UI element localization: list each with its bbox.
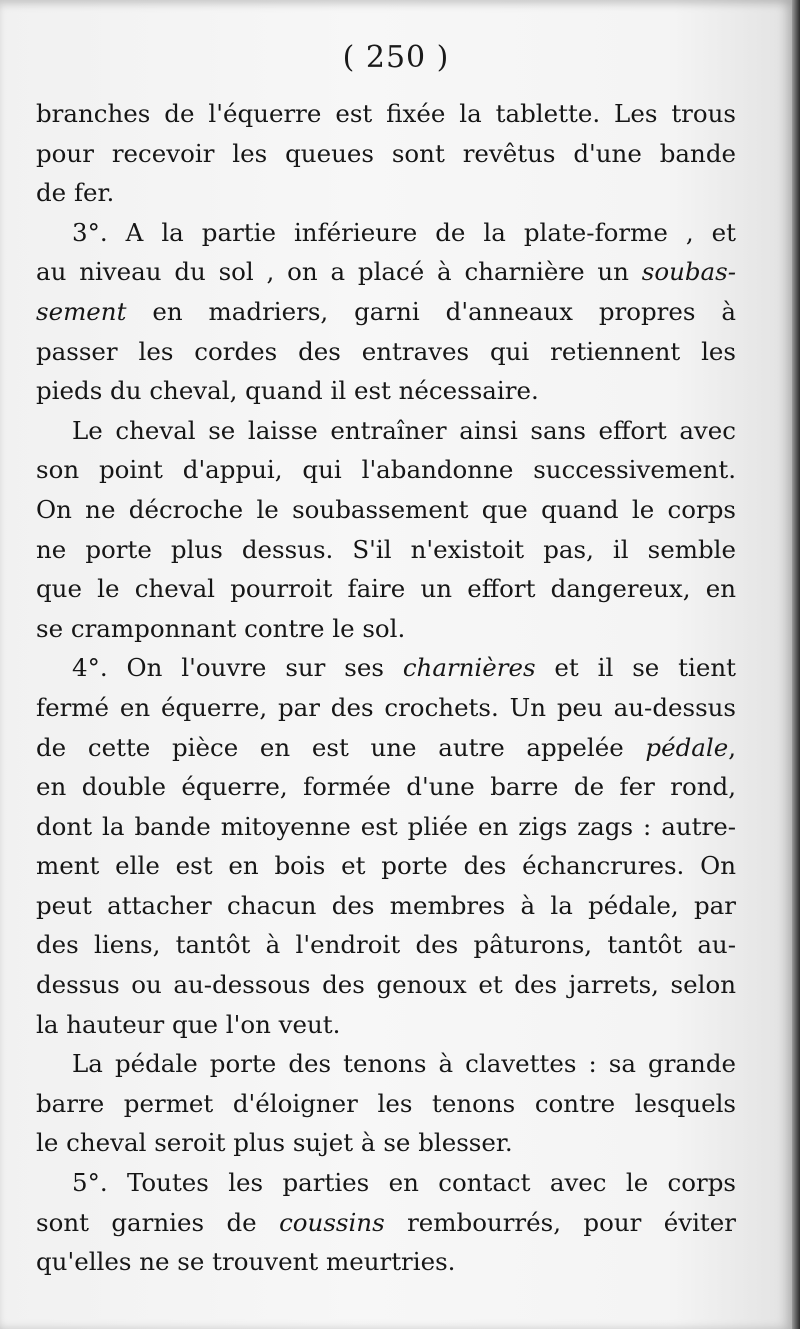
text-line — [36, 1242, 736, 1282]
text-segment: et il se tient — [535, 653, 736, 683]
text-line — [36, 1163, 736, 1203]
text-line — [36, 252, 736, 292]
text-segment: au niveau du sol , on a placé à charnière un — [36, 257, 642, 287]
text-segment: La pédale porte des tenons à clavettes : sa grande — [72, 1049, 736, 1079]
text-segment: dessus ou au-dessous des genoux et des jarrets, selon — [36, 970, 736, 1000]
text-segment: de cette pièce en est une autre appelée — [36, 732, 646, 762]
text-line — [36, 530, 736, 570]
text-line — [36, 569, 736, 609]
text-segment: de fer. — [36, 178, 115, 208]
text-segment: Le cheval se laisse entraîner ainsi sans effort avec — [72, 415, 736, 445]
text-line — [36, 846, 736, 886]
text-line — [36, 925, 736, 965]
text-segment: fermé en équerre, par des crochets. Un peu au-dessus — [36, 692, 736, 722]
text-segment: rembourrés, pour éviter — [384, 1207, 736, 1237]
italic-text-segment: pédale — [645, 732, 729, 762]
text-line — [36, 173, 736, 213]
text-line — [36, 1005, 736, 1045]
text-segment: en madriers, garni d'anneaux propres à — [126, 296, 736, 326]
text-segment: passer les cordes des entraves qui retiennent les — [36, 336, 736, 366]
text-line — [36, 134, 736, 174]
italic-text-segment: coussins — [279, 1207, 385, 1237]
text-segment: dont la bande mitoyenne est pliée en zigs zags : autre- — [36, 811, 736, 841]
text-line — [36, 648, 736, 688]
text-segment: en double équerre, formée d'une barre de fer rond, — [36, 772, 736, 802]
text-line — [36, 728, 736, 768]
text-line — [36, 1203, 736, 1243]
text-segment: que le cheval pourroit faire un effort dangereux, en — [36, 574, 736, 604]
text-line — [36, 213, 736, 253]
text-line — [36, 94, 736, 134]
text-line — [36, 332, 736, 372]
italic-text-segment: charnières — [402, 653, 536, 683]
text-line — [36, 1123, 736, 1163]
text-segment: branches de l'équerre est fixée la tablette. Les trous — [36, 99, 736, 128]
text-line — [36, 688, 736, 728]
text-line — [36, 609, 736, 649]
text-line — [36, 965, 736, 1005]
text-segment: se cramponnant contre le sol. — [36, 613, 406, 643]
page-edge-shadow — [792, 0, 800, 1329]
text-segment: , — [728, 732, 736, 762]
text-segment: pour recevoir les queues sont revêtus d'une bande — [36, 138, 736, 168]
text-line — [36, 450, 736, 490]
text-segment: 3°. A la partie inférieure de la plate-forme , et — [72, 217, 736, 247]
text-line — [36, 886, 736, 926]
text-segment: 5°. Toutes les parties en contact avec le corps — [72, 1168, 736, 1198]
text-segment: ne porte plus dessus. S'il n'existoit pas, il semble — [36, 534, 736, 564]
text-segment: la hauteur que l'on veut. — [36, 1009, 341, 1039]
text-segment: On ne décroche le soubassement que quand le corps — [36, 494, 736, 524]
italic-text-segment: soubas- — [641, 257, 736, 287]
italic-text-segment: sement — [36, 296, 127, 326]
text-line — [36, 490, 736, 530]
text-segment: qu'elles ne se trouvent meurtries. — [36, 1247, 456, 1277]
text-line — [36, 767, 736, 807]
text-line — [36, 1084, 736, 1124]
text-line — [36, 411, 736, 451]
text-segment: le cheval seroit plus sujet à se blesser. — [36, 1128, 513, 1158]
text-segment: peut attacher chacun des membres à la pédale, par — [36, 890, 736, 920]
text-segment: ment elle est en bois et porte des échancrures. On — [36, 851, 736, 881]
text-segment: des liens, tantôt à l'endroit des pâturons, tantôt au- — [36, 930, 736, 960]
text-line — [36, 1044, 736, 1084]
body-text — [36, 94, 736, 1282]
text-segment: barre permet d'éloigner les tenons contre lesquels — [36, 1088, 736, 1118]
text-segment: son point d'appui, qui l'abandonne successivement. — [36, 455, 736, 485]
text-segment: sont garnies de — [36, 1207, 280, 1237]
text-line — [36, 807, 736, 847]
page-number: ( 250 ) — [342, 40, 450, 75]
text-segment: 4°. On l'ouvre sur ses — [72, 653, 403, 683]
text-line — [36, 371, 736, 411]
text-line — [36, 292, 736, 332]
text-segment: pieds du cheval, quand il est nécessaire. — [36, 376, 539, 406]
